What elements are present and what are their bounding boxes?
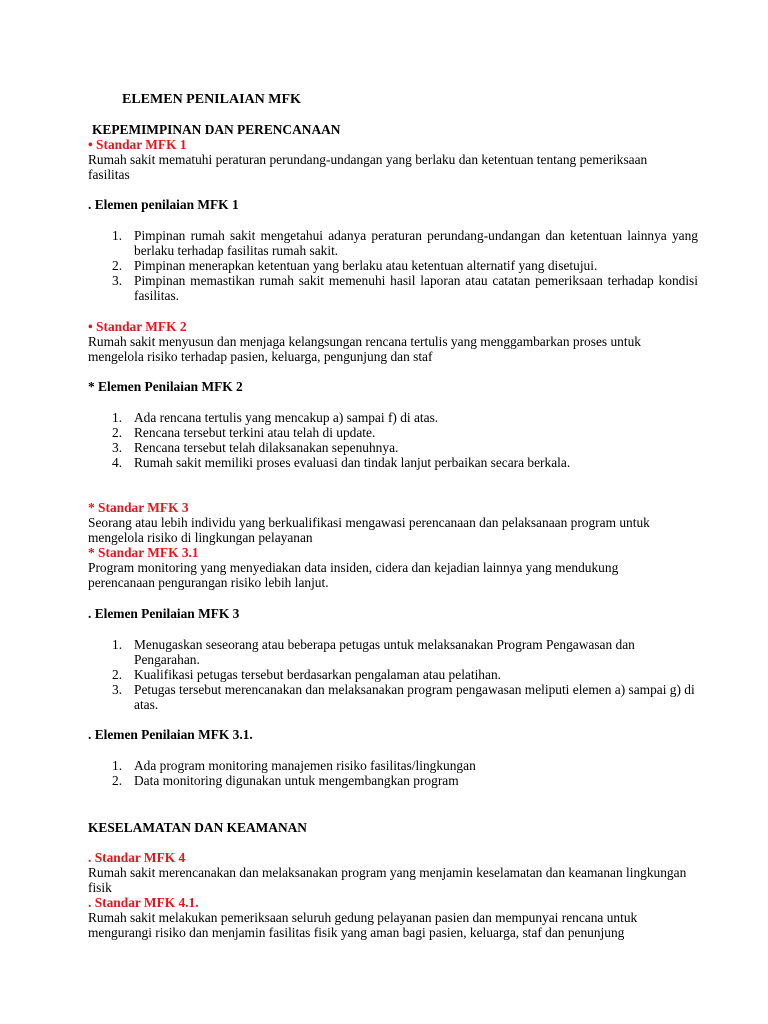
standar-mfk-1-text: Rumah sakit mematuhi peraturan perundang-undangan yang berlaku dan ketentuan tentang pemeriksaan fasilitas — [88, 152, 648, 182]
standar-mfk-3-text: Seorang atau lebih individu yang berkualifikasi mengawasi perencanaan dan pelaksanaan program untuk mengelola risiko di lingkungan pelayanan — [88, 515, 650, 545]
list-item: 2. Data monitoring digunakan untuk mengembangkan program — [112, 773, 459, 788]
list-item: 4. Rumah sakit memiliki proses evaluasi dan tindak lanjut perbaikan secara berkala. — [112, 455, 571, 470]
standar-mfk-4-1-label: . Standar MFK 4.1. — [88, 895, 199, 910]
standar-mfk-2-text: Rumah sakit menyusun dan menjaga kelangsungan rencana tertulis yang menggambarkan proses untuk mengelola risiko terhadap pasien, keluarga, pengunjung dan staf — [88, 334, 641, 364]
elemen-mfk-3-list — [88, 637, 700, 712]
standar-mfk-4-1-text: Rumah sakit melakukan pemeriksaan seluruh gedung pelayanan pasien dan mempunyai rencana untuk mengurangi risiko dan menjamin fasilitas fisik yang aman bagi pasien, keluarga, staf dan penunjung — [88, 910, 638, 940]
document-title: ELEMEN PENILAIAN MFK — [122, 92, 301, 107]
list-item: 1. Ada program monitoring manajemen risiko fasilitas/lingkungan — [112, 758, 476, 773]
list-item: 2. Pimpinan menerapkan ketentuan yang berlaku atau ketentuan alternatif yang disetujui. — [112, 258, 598, 273]
list-item: 2. Rencana tersebut terkini atau telah di update. — [112, 425, 376, 440]
list-item: 2. Kualifikasi petugas tersebut berdasarkan pengalaman atau pelatihan. — [112, 667, 501, 682]
list-item: 3. Rencana tersebut telah dilaksanakan sepenuhnya. — [112, 440, 399, 455]
list-item: 1. Ada rencana tertulis yang mencakup a) sampai f) di atas. — [112, 410, 439, 425]
elemen-mfk-3-heading: . Elemen Penilaian MFK 3 — [88, 606, 240, 621]
section-heading-keselamatan: KESELAMATAN DAN KEAMANAN — [88, 820, 307, 835]
list-item: 3. Pimpinan memastikan rumah sakit memenuhi hasil laporan atau catatan pemeriksaan terhadap kondisi fasilitas. — [112, 273, 698, 303]
elemen-mfk-3-1-list — [88, 758, 700, 788]
list-item: 1. Pimpinan rumah sakit mengetahui adanya peraturan perundang-undangan dan ketentuan lainnya yang berlaku terhadap fasilitas rumah sakit. — [112, 228, 698, 258]
standar-mfk-4-label: . Standar MFK 4 — [88, 850, 186, 865]
standar-mfk-1-label: • Standar MFK 1 — [88, 137, 187, 152]
list-item: 3. Petugas tersebut merencanakan dan melaksanakan program pengawasan meliputi elemen a) sampai g) di atas. — [112, 682, 695, 712]
standar-mfk-2-label: • Standar MFK 2 — [88, 319, 187, 334]
elemen-mfk-1-list — [88, 228, 700, 303]
list-item: 1. Menugaskan seseorang atau beberapa petugas untuk melaksanakan Program Pengawasan dan Pengarahan. — [112, 637, 635, 667]
section-heading-kepemimpinan: KEPEMIMPINAN DAN PERENCANAAN — [92, 122, 341, 137]
standar-mfk-3-1-label: * Standar MFK 3.1 — [88, 545, 199, 560]
elemen-mfk-1-heading: . Elemen penilaian MFK 1 — [88, 197, 239, 212]
elemen-mfk-3-1-heading: . Elemen Penilaian MFK 3.1. — [88, 727, 253, 742]
elemen-mfk-2-heading: * Elemen Penilaian MFK 2 — [88, 379, 243, 394]
standar-mfk-3-label: * Standar MFK 3 — [88, 500, 189, 515]
standar-mfk-4-text: Rumah sakit merencanakan dan melaksanakan program yang menjamin keselamatan dan keamanan lingkungan fisik — [88, 865, 687, 895]
standar-mfk-3-1-text: Program monitoring yang menyediakan data insiden, cidera dan kejadian lainnya yang mendukung perencanaan pengurangan risiko lebih lanjut. — [88, 560, 619, 590]
elemen-mfk-2-list — [88, 410, 700, 470]
